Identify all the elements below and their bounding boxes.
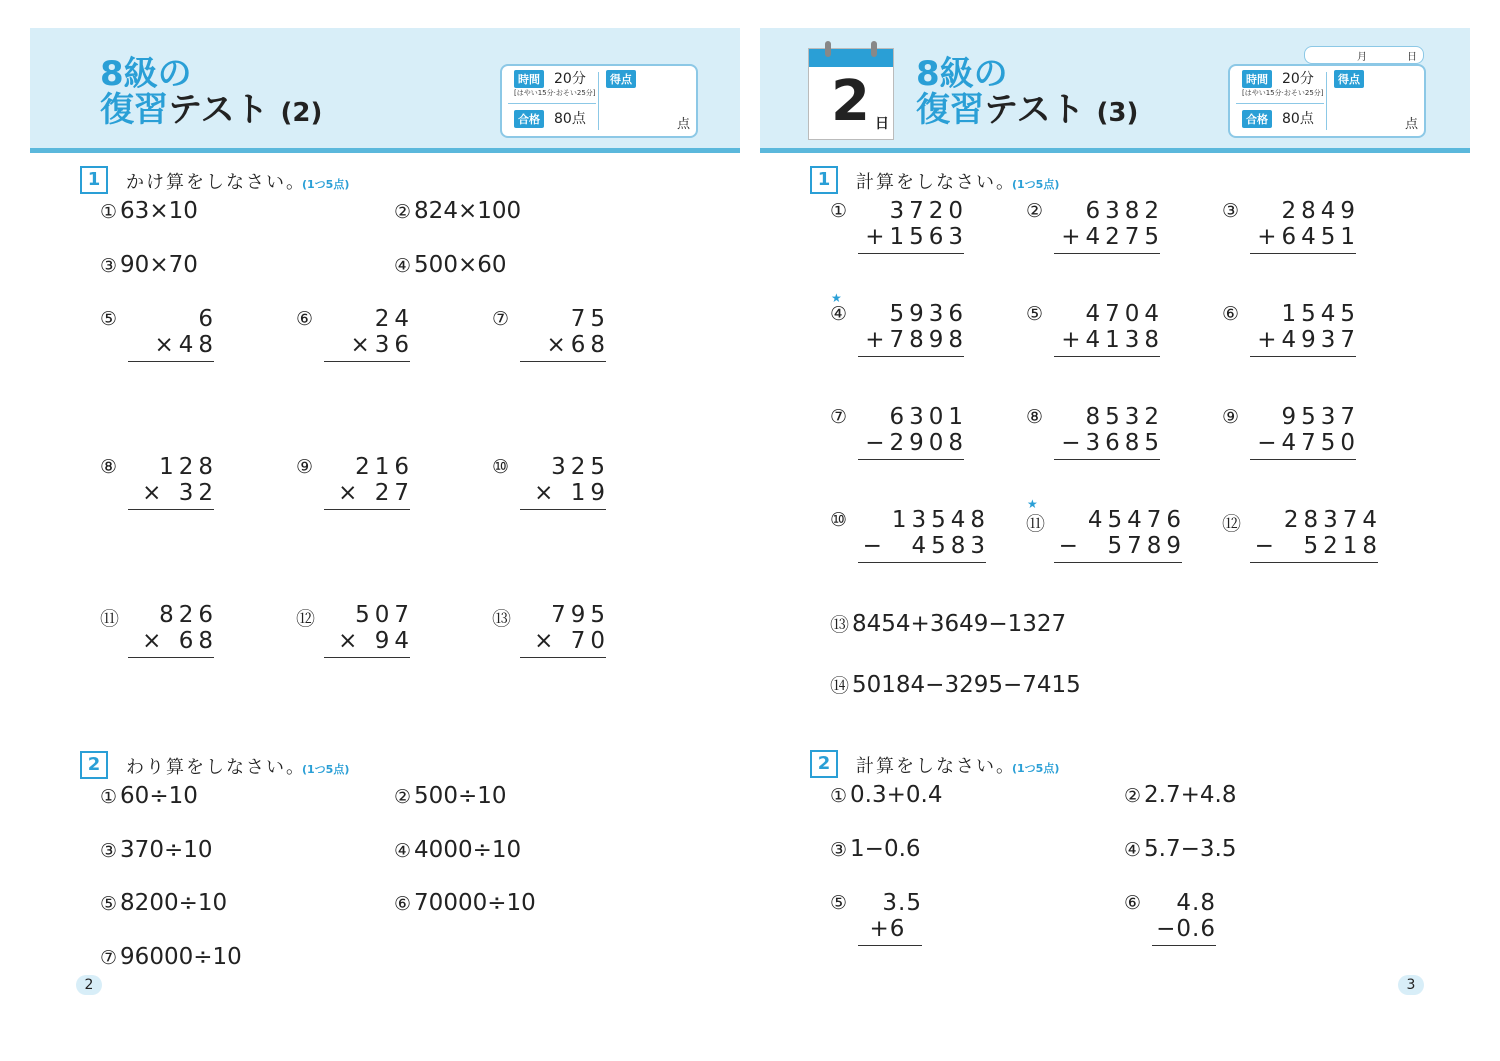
problem: ② 824×100	[394, 198, 522, 224]
section-number: 2	[80, 751, 108, 779]
problem: ② 500÷10	[394, 783, 507, 809]
section-points: (1つ5点)	[1012, 178, 1060, 191]
problem: ⑥ 70000÷10	[394, 890, 536, 916]
title-number: (2)	[280, 98, 323, 128]
problem: ⑭ 50184−3295−7415	[830, 672, 1081, 698]
problem: ① 63×10	[100, 198, 198, 224]
title-test: テスト	[984, 90, 1085, 130]
pass-tag: 合格	[1242, 110, 1272, 128]
score-box	[500, 64, 698, 138]
page-number: 2	[76, 975, 102, 995]
grade-label: 8級の	[916, 54, 1008, 94]
star-icon: ★	[1027, 497, 1038, 511]
page-title	[100, 82, 322, 131]
problem: ① 0.3+0.4	[830, 782, 943, 808]
page-header	[30, 28, 740, 153]
right-page: 2 日 月 日 8級の 復習テスト (3) 時間 20分 [はやい15分·おそい25分] 合格 80点 得点 点 1 計算をしなさい。 (1つ5点) ① 3720 +1563 ② 6382 +4275 ③ 2849 +6451 ★ ④ 5936 +7898 ⑤ 4704 +4138 ⑥ 1545 +4937 ⑦ 6301 −2908 ⑧ 8532 −3685 ⑨ 9537 −4750 ⑩ 13548 − 4583 ★ ⑪ 45476 − 5789 ⑫ 28374 − 5218 ⑬ 8454+3649−1327 ⑭ 50184−3295−7415 2 計算をしなさい。 (1つ5点) ① 0.3+0.4 ② 2.7+4.8 ③ 1−0.6 ④ 5.7−3.5 ⑤ 3.5 +6 ⑥ 4.8 −0.6 3	[760, 28, 1470, 1028]
score-unit: 点	[676, 117, 690, 132]
problem: ② 2.7+4.8	[1124, 782, 1237, 808]
title-test: テスト	[168, 90, 269, 130]
page-header	[760, 28, 1470, 153]
section-instruction: 計算をしなさい。	[856, 756, 1016, 777]
month-label: 月	[1357, 52, 1367, 63]
time-tag: 時間	[514, 70, 544, 88]
problem: ⑦ 96000÷10	[100, 944, 242, 970]
score-tag: 得点	[1334, 70, 1364, 88]
section-instruction: かけ算をしなさい。	[126, 172, 306, 193]
section-points: (1つ5点)	[302, 763, 350, 776]
pass-value: 80点	[1282, 111, 1314, 127]
section-points: (1つ5点)	[302, 178, 350, 191]
date-field	[1304, 46, 1424, 64]
problem: ⑬ 8454+3649−1327	[830, 611, 1067, 637]
day-label: 日	[1407, 52, 1417, 63]
score-box	[1228, 64, 1426, 138]
section-number: 1	[810, 166, 838, 194]
problem: ③ 1−0.6	[830, 836, 921, 862]
day-unit: 日	[875, 116, 889, 132]
title-review: 復習	[916, 90, 984, 130]
problem: ④ 5.7−3.5	[1124, 836, 1237, 862]
section-instruction: わり算をしなさい。	[126, 757, 306, 778]
day-number: 2	[831, 69, 870, 134]
time-note: [はやい15分·おそい25分]	[514, 89, 596, 97]
section-number: 2	[810, 750, 838, 778]
problem: ⑤ 8200÷10	[100, 890, 228, 916]
title-review: 復習	[100, 90, 168, 130]
time-tag: 時間	[1242, 70, 1272, 88]
score-unit: 点	[1404, 117, 1418, 132]
pass-value: 80点	[554, 111, 586, 127]
page-title	[916, 82, 1138, 131]
star-icon: ★	[831, 291, 842, 305]
section-points: (1つ5点)	[1012, 762, 1060, 775]
grade-label: 8級の	[100, 54, 192, 94]
time-value: 20分	[554, 71, 586, 87]
section-instruction: 計算をしなさい。	[856, 172, 1016, 193]
problem: ① 60÷10	[100, 783, 198, 809]
page-number: 3	[1398, 975, 1424, 995]
left-page: 8級の 復習テスト (2) 時間 20分 [はやい15分·おそい25分] 合格 80点 得点 点 1 かけ算をしなさい。 (1つ5点) ① 63×10 ② 824×100 ③ 90×70 ④ 500×60 ⑤ 6 ×48 ⑥ 24 ×36 ⑦ 75 ×68 ⑧ 128 × 32 ⑨ 216 × 27 ⑩ 325 × 19 ⑪ 826 × 68 ⑫ 507 × 94 ⑬ 795 × 70 2 わり算をしなさい。 (1つ5点) ① 60÷10 ② 500÷10 ③ 370÷10 ④ 4000÷10 ⑤ 8200÷10 ⑥ 70000÷10 ⑦ 96000÷10 2	[30, 28, 740, 1028]
time-note: [はやい15分·おそい25分]	[1242, 89, 1324, 97]
problem: ④ 500×60	[394, 252, 507, 278]
pass-tag: 合格	[514, 110, 544, 128]
time-value: 20分	[1282, 71, 1314, 87]
problem: ④ 4000÷10	[394, 837, 522, 863]
problem: ③ 370÷10	[100, 837, 213, 863]
title-number: (3)	[1096, 98, 1139, 128]
problem: ③ 90×70	[100, 252, 198, 278]
section-number: 1	[80, 166, 108, 194]
calendar-icon	[808, 48, 894, 140]
score-tag: 得点	[606, 70, 636, 88]
